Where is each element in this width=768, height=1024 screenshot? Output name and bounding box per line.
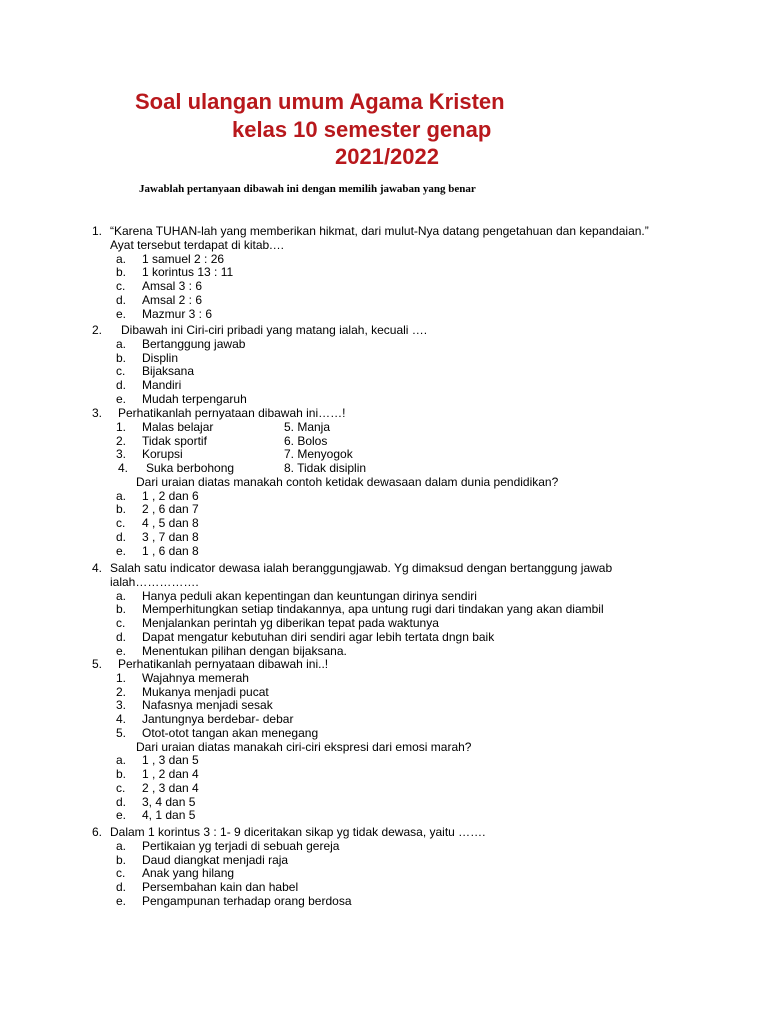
statement-number: 2.	[116, 433, 127, 448]
option-letter: b.	[116, 767, 127, 781]
option-e	[92, 545, 652, 559]
statement-text: Otot-otot tangan akan menegang	[142, 725, 319, 740]
statement-text-right: 8. Tidak disiplin	[284, 461, 367, 475]
option-text: 1 , 3 dan 5	[142, 753, 199, 768]
option-text: 1 samuel 2 : 26	[142, 251, 225, 266]
option-letter: e.	[116, 893, 127, 908]
option-d	[92, 294, 652, 308]
question-2	[92, 324, 652, 407]
option-b	[92, 266, 652, 280]
option-a	[92, 338, 652, 352]
statement-number: 5.	[116, 725, 127, 740]
option-text: Bijaksana	[142, 364, 195, 379]
option-text: Pengampunan terhadap orang berdosa	[142, 893, 352, 908]
question-text: Dalam 1 korintus 3 : 1- 9 diceritakan sikap yg tidak dewasa, yaitu …….	[110, 825, 486, 839]
question-number: 2.	[92, 323, 103, 337]
option-letter: a.	[116, 588, 127, 603]
question-text: Perhatikanlah pernyataan dibawah ini……!	[118, 406, 346, 420]
statement-row	[92, 713, 652, 727]
statement-row	[92, 686, 652, 700]
statement-text: Wajahnya memerah	[142, 670, 249, 685]
statement-number: 4.	[116, 712, 127, 726]
option-text: Persembahan kain dan habel	[142, 880, 299, 894]
title-line-2: kelas 10 semester genap	[232, 117, 492, 142]
option-c	[92, 617, 652, 631]
option-letter: b.	[116, 602, 127, 617]
statement-row	[92, 727, 652, 741]
option-b	[92, 603, 652, 617]
title-line-3: 2021/2022	[335, 144, 439, 169]
statement-number: 1.	[116, 670, 127, 685]
statement-row	[92, 462, 652, 476]
question-number: 3.	[92, 406, 103, 420]
option-text: Anak yang hilang	[142, 866, 235, 881]
option-b	[92, 352, 652, 366]
option-text: Amsal 3 : 6	[142, 279, 203, 293]
statement-text-right: 6. Bolos	[284, 433, 328, 448]
question-5	[92, 658, 652, 823]
option-letter: a.	[116, 488, 127, 503]
statement-text-right: 5. Manja	[284, 419, 331, 434]
statement-row	[92, 699, 652, 713]
statement-text: Suka berbohong	[146, 461, 235, 475]
option-c	[92, 280, 652, 294]
option-text: 1 , 2 dan 4	[142, 767, 199, 781]
option-letter: a.	[116, 753, 127, 768]
option-text: Memperhitungkan setiap tindakannya, apa untung rugi dari tindakan yang akan diambil	[142, 602, 604, 617]
option-letter: d.	[116, 292, 127, 307]
option-a	[92, 253, 652, 267]
question-text: “Karena TUHAN-lah yang memberikan hikmat, dari mulut-Nya datang pengetahuan dan kepandaian.” Ayat tersebut terdapat di kitab.…	[110, 224, 649, 252]
question-number: 4.	[92, 561, 103, 575]
option-text: Dapat mengatur kebutuhan diri sendiri agar lebih tertata dngn baik	[142, 629, 495, 644]
question-3	[92, 407, 652, 558]
question-text: Dibawah ini Ciri-ciri pribadi yang matang ialah, kecuali ….	[121, 323, 428, 337]
statement-row	[92, 448, 652, 462]
question-1	[92, 225, 652, 321]
question-text: Perhatikanlah pernyataan dibawah ini..!	[118, 657, 329, 671]
option-letter: c.	[116, 364, 126, 379]
sub-question: Dari uraian diatas manakah ciri-ciri ekspresi dari emosi marah?	[136, 739, 472, 754]
statement-text: Mukanya menjadi pucat	[142, 684, 269, 699]
statement-text: Tidak sportif	[142, 433, 207, 448]
option-letter: b.	[116, 265, 127, 280]
option-text: 2 , 3 dan 4	[142, 780, 199, 795]
option-e	[92, 809, 652, 823]
statement-text-right: 7. Menyogok	[284, 447, 353, 462]
option-text: Pertikaian yg terjadi di sebuah gereja	[142, 838, 340, 853]
option-b	[92, 768, 652, 782]
statement-number: 3.	[116, 698, 127, 713]
option-text: Bertanggung jawab	[142, 336, 246, 351]
statement-text: Korupsi	[142, 447, 183, 462]
option-text: 2 , 6 dan 7	[142, 502, 199, 517]
option-a	[92, 754, 652, 768]
option-text: 4, 1 dan 5	[142, 808, 196, 823]
statement-row	[92, 435, 652, 449]
option-letter: c.	[116, 866, 126, 881]
option-text: 3, 4 dan 5	[142, 794, 196, 809]
statement-number: 4.	[118, 461, 129, 475]
option-text: 1 korintus 13 : 11	[142, 265, 234, 280]
option-text: Mandiri	[142, 378, 182, 392]
instruction-text: Jawablah pertanyaan dibawah ini dengan memilih jawaban yang benar	[139, 183, 476, 195]
option-text: Daud diangkat menjadi raja	[142, 852, 289, 867]
option-text: Amsal 2 : 6	[142, 292, 203, 307]
option-letter: e.	[116, 306, 127, 321]
option-text: 1 , 6 dan 8	[142, 543, 199, 558]
option-text: Hanya peduli akan kepentingan dan keuntungan dirinya sendiri	[142, 588, 477, 603]
option-letter: d.	[116, 880, 127, 894]
option-letter: d.	[116, 529, 127, 544]
option-letter: c.	[116, 616, 126, 630]
question-text: Salah satu indicator dewasa ialah beranggungjawab. Yg dimaksud dengan bertanggung jawab ialah…………….	[110, 561, 613, 589]
statement-row	[92, 421, 652, 435]
option-text: Menjalankan perintah yg diberikan tepat pada waktunya	[142, 616, 439, 630]
option-text: Mazmur 3 : 6	[142, 306, 213, 321]
option-letter: e.	[116, 391, 127, 406]
option-a	[92, 490, 652, 504]
option-letter: b.	[116, 852, 127, 867]
option-letter: a.	[116, 251, 127, 266]
option-e	[92, 393, 652, 407]
option-letter: e.	[116, 543, 127, 558]
option-letter: d.	[116, 794, 127, 809]
option-a	[92, 590, 652, 604]
option-letter: c.	[116, 516, 126, 530]
option-c	[92, 867, 652, 881]
option-text: Mudah terpengaruh	[142, 391, 247, 406]
statement-row	[92, 672, 652, 686]
option-letter: a.	[116, 838, 127, 853]
option-e	[92, 895, 652, 909]
statement-number: 3.	[116, 447, 127, 462]
option-c	[92, 365, 652, 379]
option-letter: b.	[116, 502, 127, 517]
statement-text: Nafasnya menjadi sesak	[142, 698, 273, 713]
option-text: Menentukan pilihan dengan bijaksana.	[142, 643, 347, 658]
option-letter: b.	[116, 350, 127, 365]
option-d	[92, 531, 652, 545]
option-letter: c.	[116, 780, 126, 795]
statement-number: 1.	[116, 419, 127, 434]
title-line-1: Soal ulangan umum Agama Kristen	[135, 89, 505, 114]
option-letter: e.	[116, 643, 127, 658]
option-a	[92, 840, 652, 854]
option-text: 1 , 2 dan 6	[142, 488, 199, 503]
option-d	[92, 881, 652, 895]
question-number: 5.	[92, 657, 103, 671]
statement-text: Jantungnya berdebar- debar	[142, 712, 294, 726]
question-6	[92, 826, 652, 909]
option-d	[92, 796, 652, 810]
option-e	[92, 308, 652, 322]
option-letter: a.	[116, 336, 127, 351]
option-text: Displin	[142, 350, 179, 365]
option-c	[92, 782, 652, 796]
statement-number: 2.	[116, 684, 127, 699]
option-letter: d.	[116, 629, 127, 644]
option-letter: d.	[116, 378, 127, 392]
question-4	[92, 562, 652, 658]
option-d	[92, 631, 652, 645]
option-b	[92, 503, 652, 517]
question-number: 6.	[92, 825, 103, 839]
sub-question: Dari uraian diatas manakah contoh ketidak dewasaan dalam dunia pendidikan?	[136, 474, 559, 489]
option-letter: c.	[116, 279, 126, 293]
option-b	[92, 854, 652, 868]
question-number: 1.	[92, 224, 103, 238]
statement-text: Malas belajar	[142, 419, 214, 434]
option-text: 4 , 5 dan 8	[142, 516, 199, 530]
option-letter: e.	[116, 808, 127, 823]
option-c	[92, 517, 652, 531]
option-text: 3 , 7 dan 8	[142, 529, 199, 544]
option-d	[92, 379, 652, 393]
